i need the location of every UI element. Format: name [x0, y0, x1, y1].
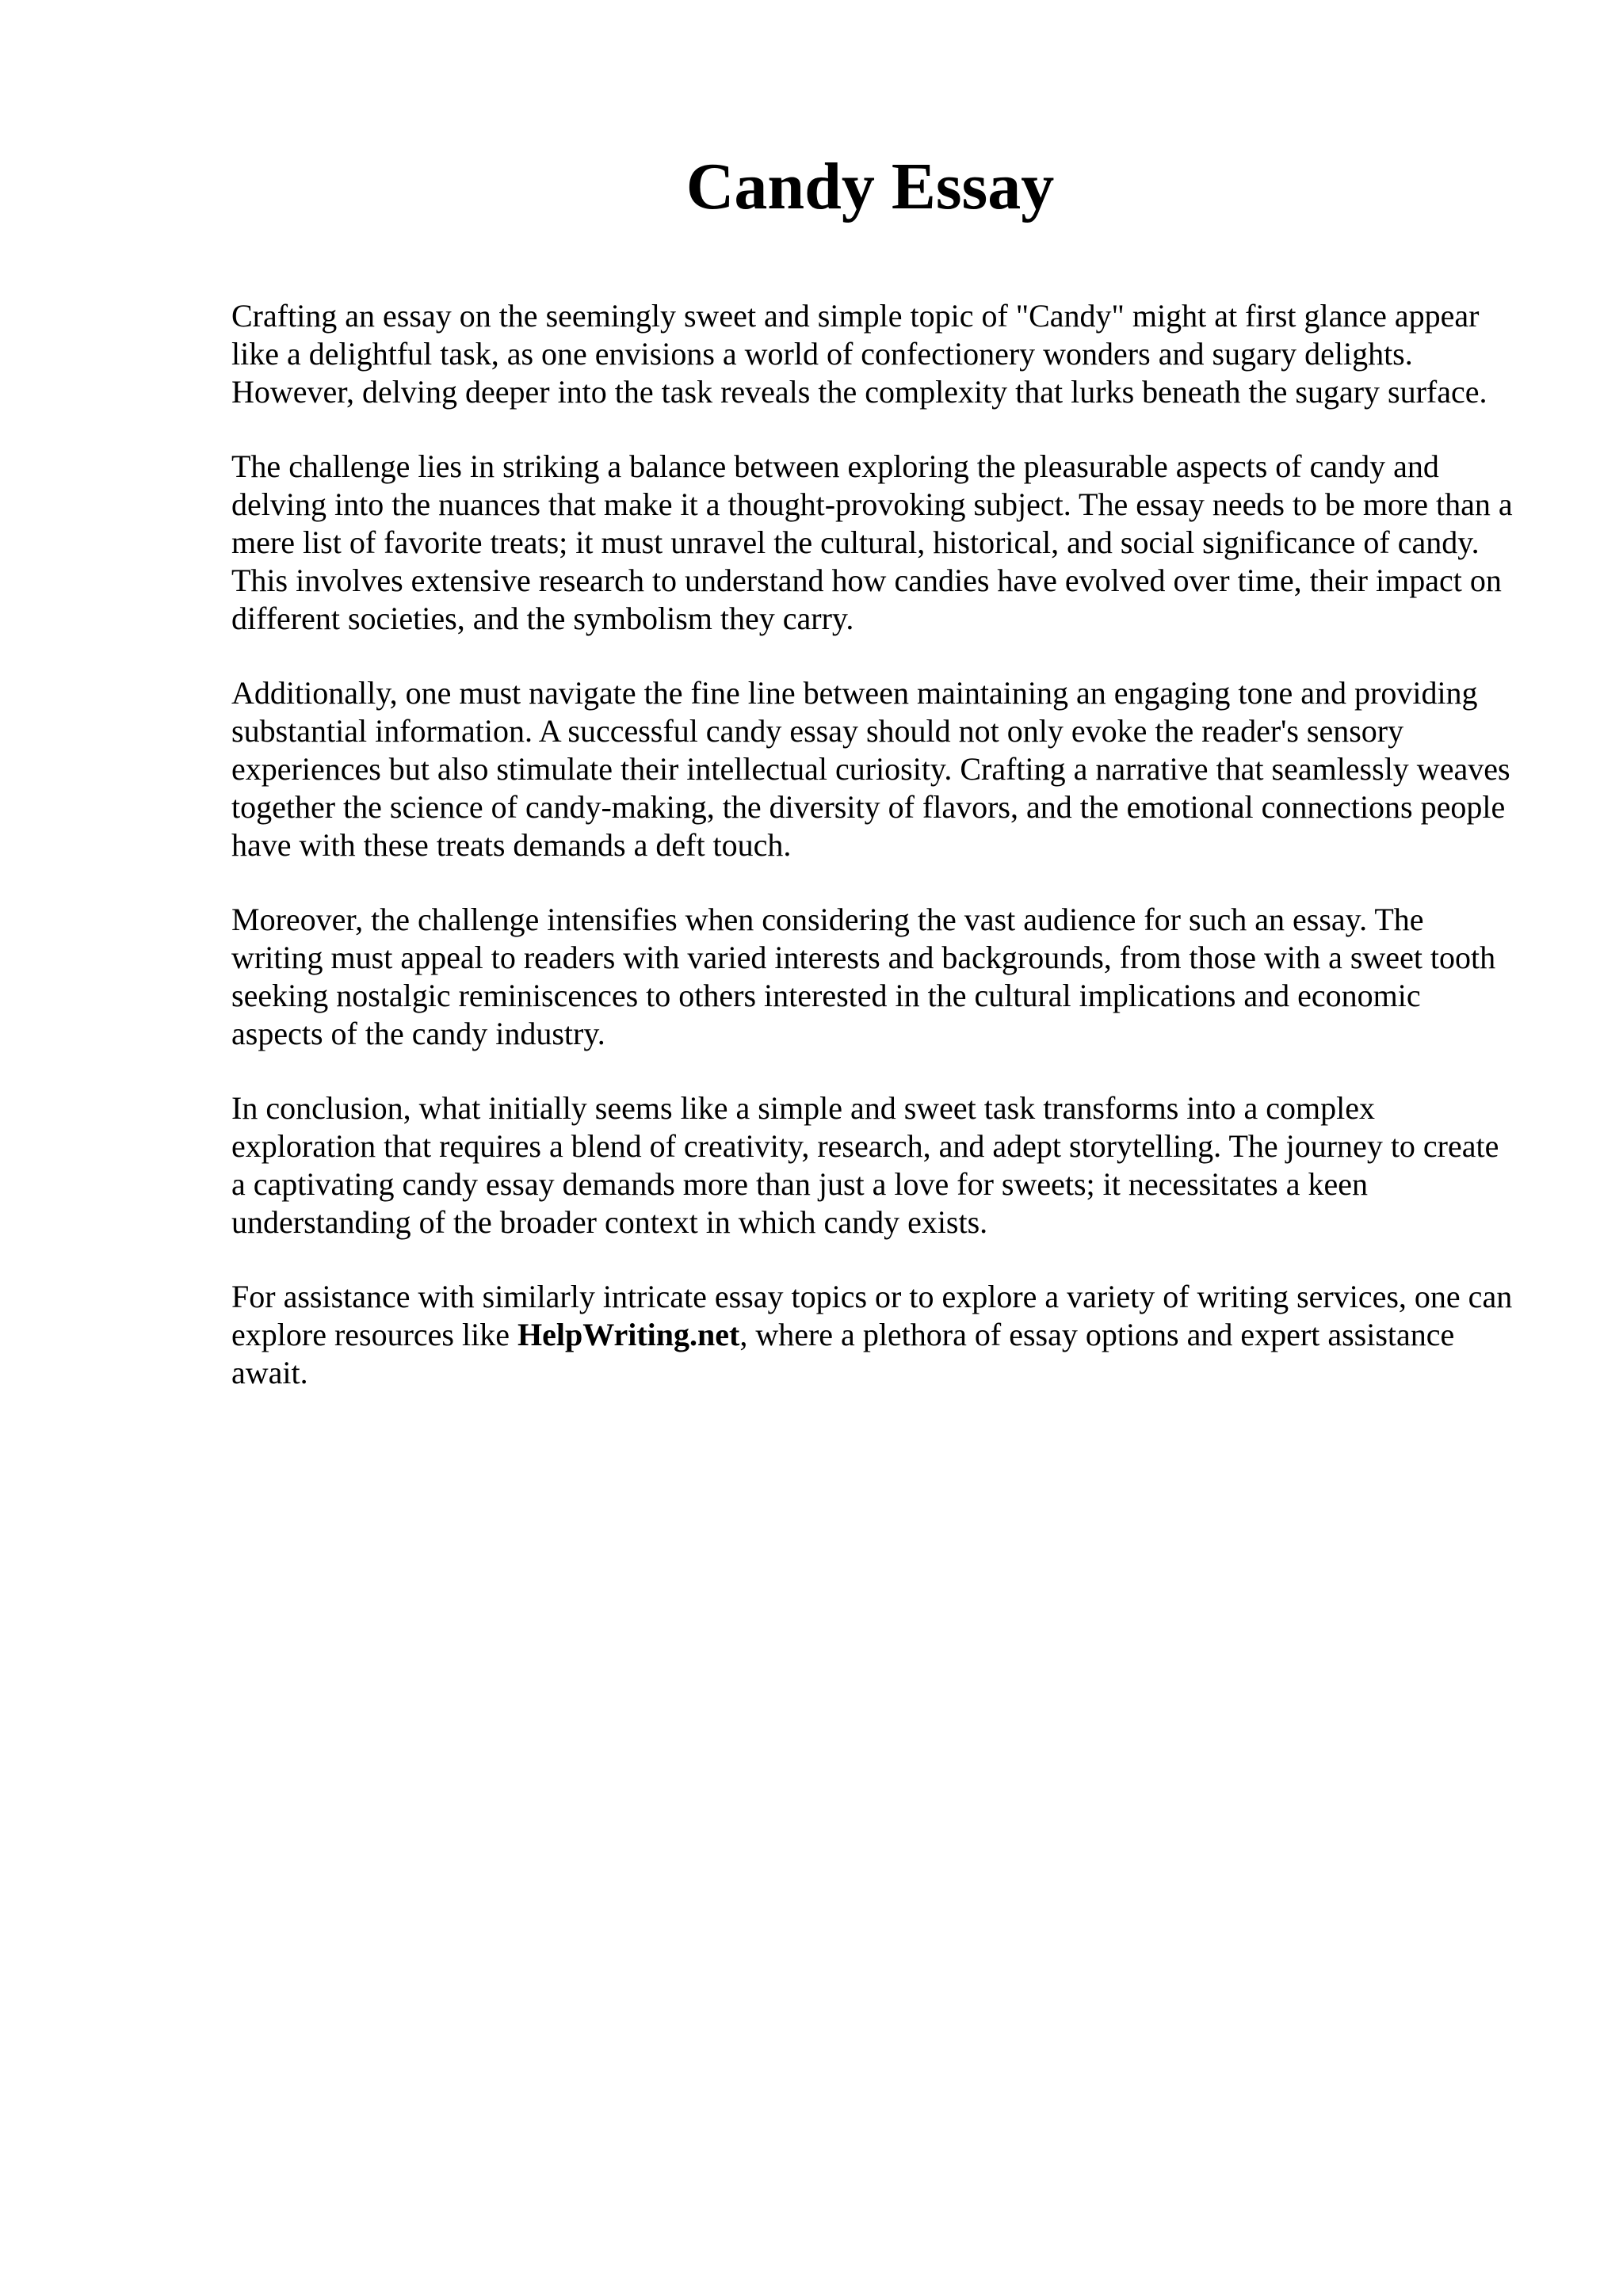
paragraph-5: In conclusion, what initially seems like a simple and sweet task transforms into a complex exploration that requires a blend of creativity, research, and adept storytelling. The journey to create a captivating candy essay demands more than just a love for sweets; it necessitates a keen understanding of the broader context in which candy exists. — [231, 1090, 1499, 1240]
paragraph-4: Moreover, the challenge intensifies when considering the vast audience for such an essay. The writing must appeal to readers with varied interests and backgrounds, from those with a sweet tooth seeking nostalgic reminiscences to others interested in the cultural implications and economic aspects of the candy industry. — [231, 902, 1496, 1051]
paragraph-2: The challenge lies in striking a balance between exploring the pleasurable aspects of candy and delving into the nuances that make it a thought-provoking subject. The essay needs to be more than a mere list of favorite treats; it must unravel the cultural, historical, and social significance of candy. This involves extensive research to understand how candies have evolved over time, their impact on different societies, and the symbolism they carry. — [231, 448, 1513, 636]
essay-body — [231, 297, 1515, 1428]
paragraph-1: Crafting an essay on the seemingly sweet and simple topic of "Candy" might at first glance appear like a delightful task, as one envisions a world of confectionery wonders and sugary delights. However, delving deeper into the task reveals the complexity that lurks beneath the sugary surface. — [231, 298, 1487, 410]
closing-text-after: , where a plethora of essay options and expert assistance await. — [231, 1317, 1455, 1390]
page-title: Candy Essay — [685, 150, 1055, 223]
helpwriting-link[interactable]: HelpWriting.net — [517, 1317, 740, 1352]
paragraph-3: Additionally, one must navigate the fine line between maintaining an engaging tone and providing substantial information. A successful candy essay should not only evoke the reader's sensory experiences but also stimulate their intellectual curiosity. Crafting a narrative that seamlessly weaves together the science of candy-making, the diversity of flavors, and the emotional connections people have with these treats demands a deft touch. — [231, 675, 1510, 863]
closing-text-before: For assistance with similarly intricate essay topics or to explore a variety of writing services, one can explore resources like — [231, 1279, 1513, 1352]
closing-paragraph — [231, 1278, 1515, 1392]
